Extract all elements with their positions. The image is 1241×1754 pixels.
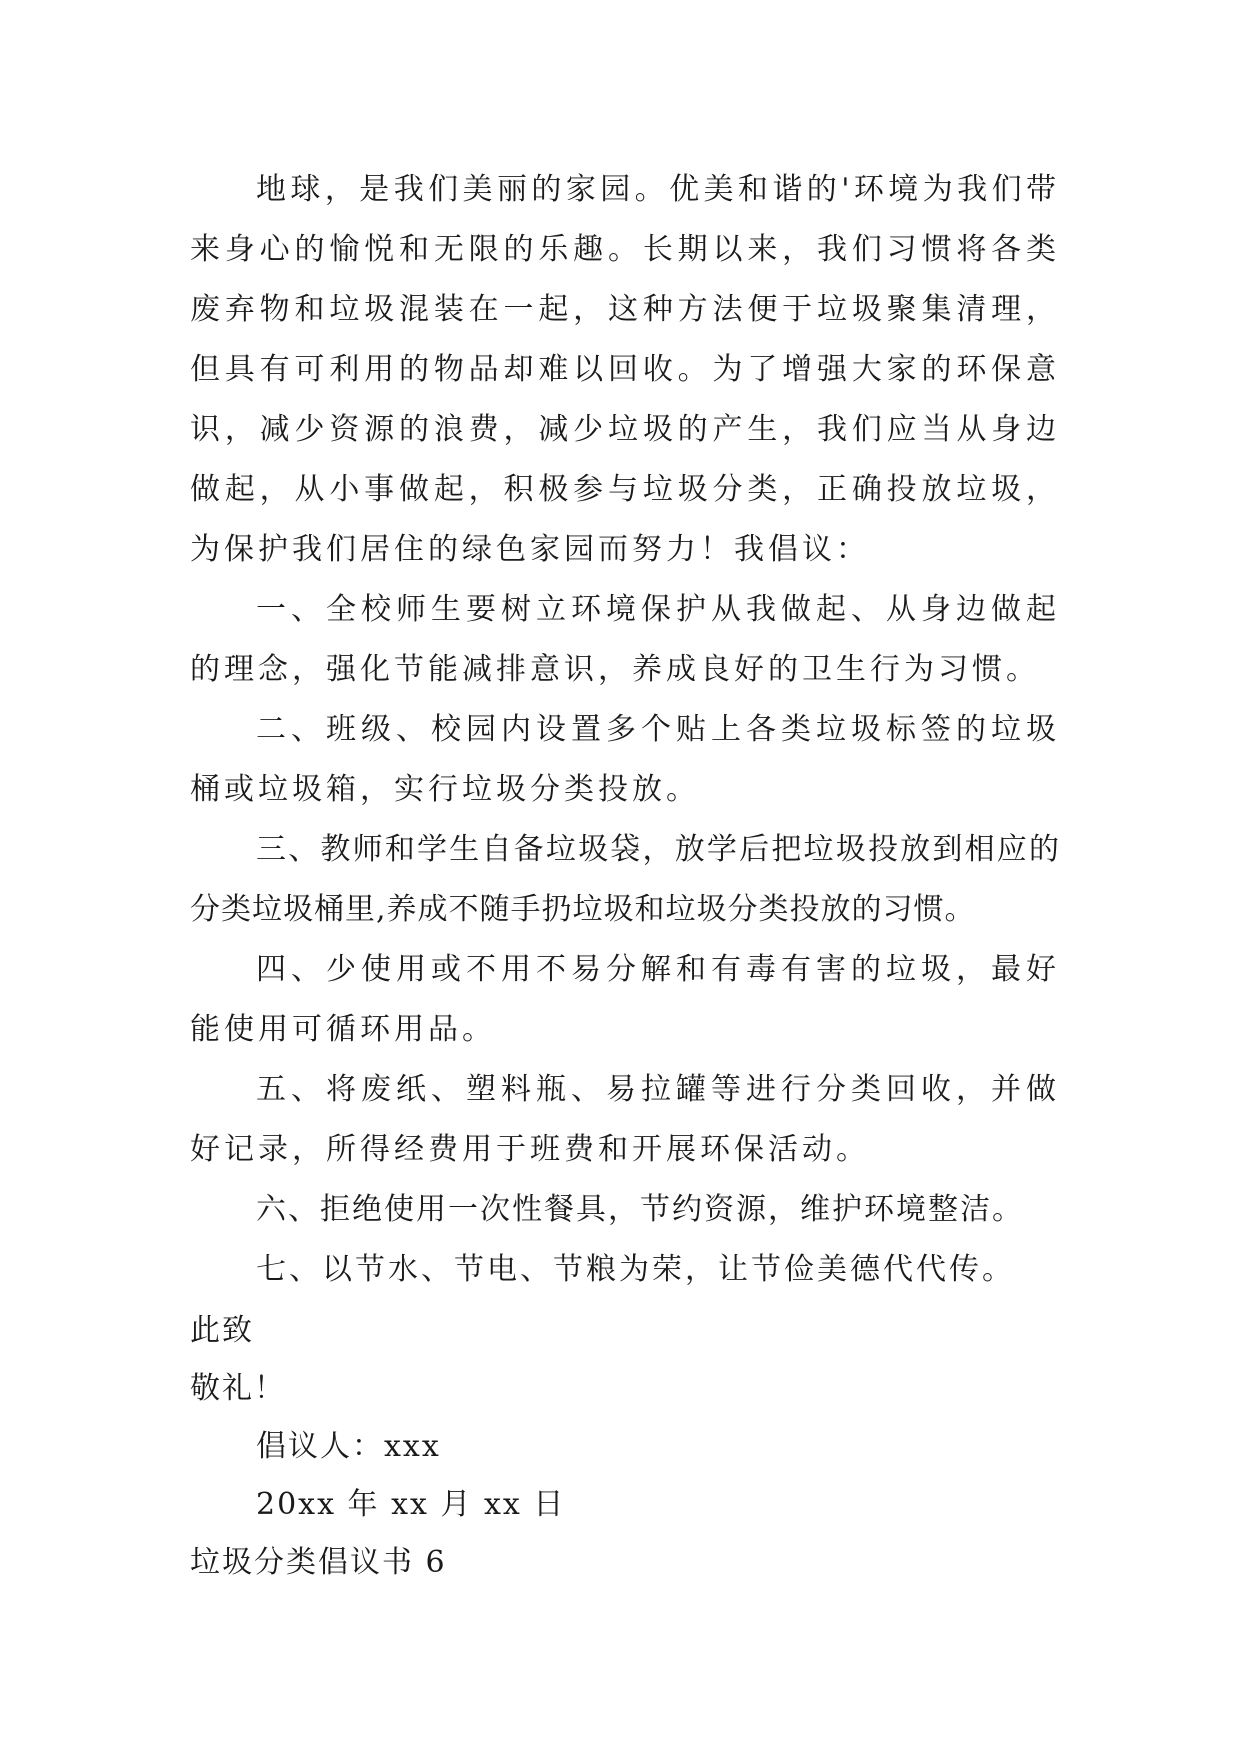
proposal-item-1: 一、全校师生要树立环境保护从我做起、从身边做起的理念，强化节能减排意识，养成良好的卫生行为习惯。 (190, 592, 1060, 687)
signer: 倡议人：xxx (256, 1429, 441, 1464)
proposal-item-6: 六、拒绝使用一次性餐具，节约资源，维护环境整洁。 (256, 1192, 1024, 1227)
intro-paragraph: 地球，是我们美丽的家园。优美和谐的'环境为我们带来身心的愉悦和无限的乐趣。长期以来，我们习惯将各类废弃物和垃圾混装在一起，这种方法便于垃圾聚集清理，但具有可利用的物品却难以回收。为了增强大家的环保意识，减少资源的浪费，减少垃圾的产生，我们应当从身边做起，从小事做起，积极参与垃圾分类，正确投放垃圾，为保护我们居住的绿色家园而努力！我倡议： (190, 172, 1060, 567)
proposal-item-3: 三、教师和学生自备垃圾袋，放学后把垃圾投放到相应的分类垃圾桶里,养成不随手扔垃圾和垃圾分类投放的习惯。 (190, 832, 1060, 927)
date: 20xx 年 xx 月 xx 日 (256, 1487, 566, 1522)
proposal-item-7: 七、以节水、节电、节粮为荣，让节俭美德代代传。 (256, 1252, 1015, 1287)
next-document-title: 垃圾分类倡议书 6 (190, 1545, 447, 1580)
proposal-item-4: 四、少使用或不用不易分解和有毒有害的垃圾，最好能使用可循环用品。 (190, 952, 1060, 1047)
proposal-item-5: 五、将废纸、塑料瓶、易拉罐等进行分类回收，并做好记录，所得经费用于班费和开展环保活动。 (190, 1072, 1060, 1167)
closing-salutation: 此致 (190, 1313, 254, 1348)
closing-regards: 敬礼！ (190, 1371, 286, 1406)
document-page (190, 160, 1060, 1592)
proposal-item-2: 二、班级、校园内设置多个贴上各类垃圾标签的垃圾桶或垃圾箱，实行垃圾分类投放。 (190, 712, 1060, 807)
